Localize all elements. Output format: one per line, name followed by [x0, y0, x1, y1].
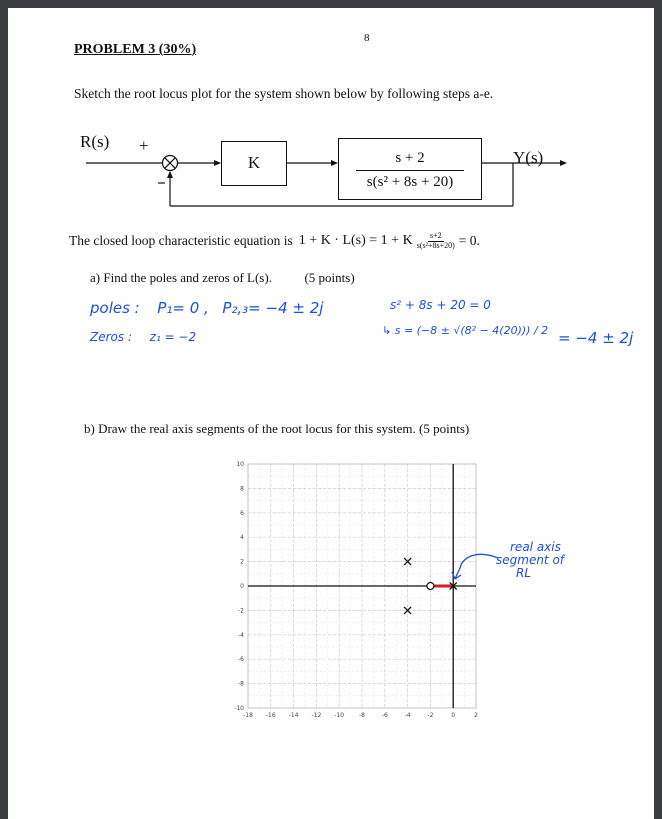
gain-block	[221, 141, 287, 186]
y-tick-label: 6	[240, 509, 244, 517]
char-equation-expr: 1 + K · L(s) = 1 + K	[298, 233, 413, 249]
char-equation	[69, 232, 480, 251]
x-tick-label: -2	[427, 712, 434, 719]
char-equation-fraction	[415, 232, 457, 251]
y-tick-label: -8	[238, 680, 244, 688]
hand-zeros-label: Zeros :	[90, 330, 132, 344]
x-tick-label: 0	[451, 712, 456, 719]
plant-block	[338, 138, 482, 200]
plant-numerator: s + 2	[395, 150, 425, 166]
part-a-points: (5 points)	[304, 270, 355, 285]
y-tick-label: -6	[238, 656, 244, 664]
input-label: R(s)	[80, 132, 110, 151]
hand-zeros	[90, 330, 196, 344]
part-a-question	[90, 270, 355, 286]
char-equation-prefix: The closed loop characteristic equation is	[69, 233, 293, 249]
annotation-line-2: segment of	[496, 553, 565, 567]
page-number: 8	[364, 32, 370, 44]
y-tick-label: -2	[238, 607, 244, 615]
problem-points: (30%)	[158, 42, 197, 57]
hand-pole-p23: P₂,₃= −4 ± 2j	[222, 299, 324, 317]
x-tick-label: -8	[359, 712, 365, 719]
hand-poles-label: poles :	[90, 299, 140, 317]
problem-instruction: Sketch the root locus plot for the system shown below by following steps a-e.	[74, 86, 494, 101]
hand-quadratic: s² + 8s + 20 = 0	[390, 298, 491, 312]
x-tick-label: 2	[474, 712, 478, 719]
hand-zero-z1: z₁ = −2	[149, 330, 197, 344]
root-locus-plot	[224, 454, 484, 724]
hand-quadratic-formula: ↳ s = (−8 ± √(8² − 4(20))) / 2	[382, 324, 549, 337]
x-tick-label: -12	[311, 712, 322, 719]
part-b-question: b) Draw the real axis segments of the root locus for this system. (5 points)	[84, 421, 470, 436]
block-diagram-wires	[68, 128, 588, 218]
paper-page	[8, 8, 654, 819]
char-equation-frac-num: s+2	[429, 231, 442, 240]
y-tick-label: -10	[234, 705, 244, 712]
output-label: Y(s)	[513, 148, 544, 167]
x-tick-label: -6	[381, 712, 388, 719]
summing-plus-sign: +	[139, 136, 149, 155]
char-equation-frac-den: s(s²+8s+20)	[416, 240, 455, 250]
annotation-line-1: real axis	[510, 540, 561, 554]
part-a-question-text: a) Find the poles and zeros of L(s).	[90, 270, 272, 285]
x-tick-label: -10	[334, 712, 345, 719]
x-tick-label: -18	[243, 712, 253, 719]
gain-label: K	[247, 153, 261, 172]
x-tick-label: -4	[404, 712, 411, 719]
y-tick-label: 4	[240, 534, 244, 542]
hand-poles	[90, 299, 323, 317]
hand-quadratic-result: = −4 ± 2j	[558, 329, 634, 347]
char-equation-suffix: = 0.	[458, 233, 480, 249]
y-tick-label: 2	[240, 558, 244, 566]
x-tick-label: -14	[288, 712, 299, 719]
annotation-arrow	[408, 546, 508, 586]
y-tick-label: 0	[240, 583, 244, 590]
annotation-line-3: RL	[516, 566, 532, 580]
plant-denominator: s(s² + 8s + 20)	[366, 174, 454, 190]
hand-pole-p1: P₁= 0 ,	[157, 299, 209, 317]
root-locus-svg	[224, 454, 484, 724]
x-tick-label: -16	[265, 712, 276, 719]
y-tick-label: -4	[238, 631, 244, 639]
y-tick-label: 10	[236, 461, 244, 468]
problem-title-text: PROBLEM 3	[74, 42, 156, 57]
y-tick-label: 8	[240, 485, 244, 493]
problem-title	[74, 42, 196, 58]
